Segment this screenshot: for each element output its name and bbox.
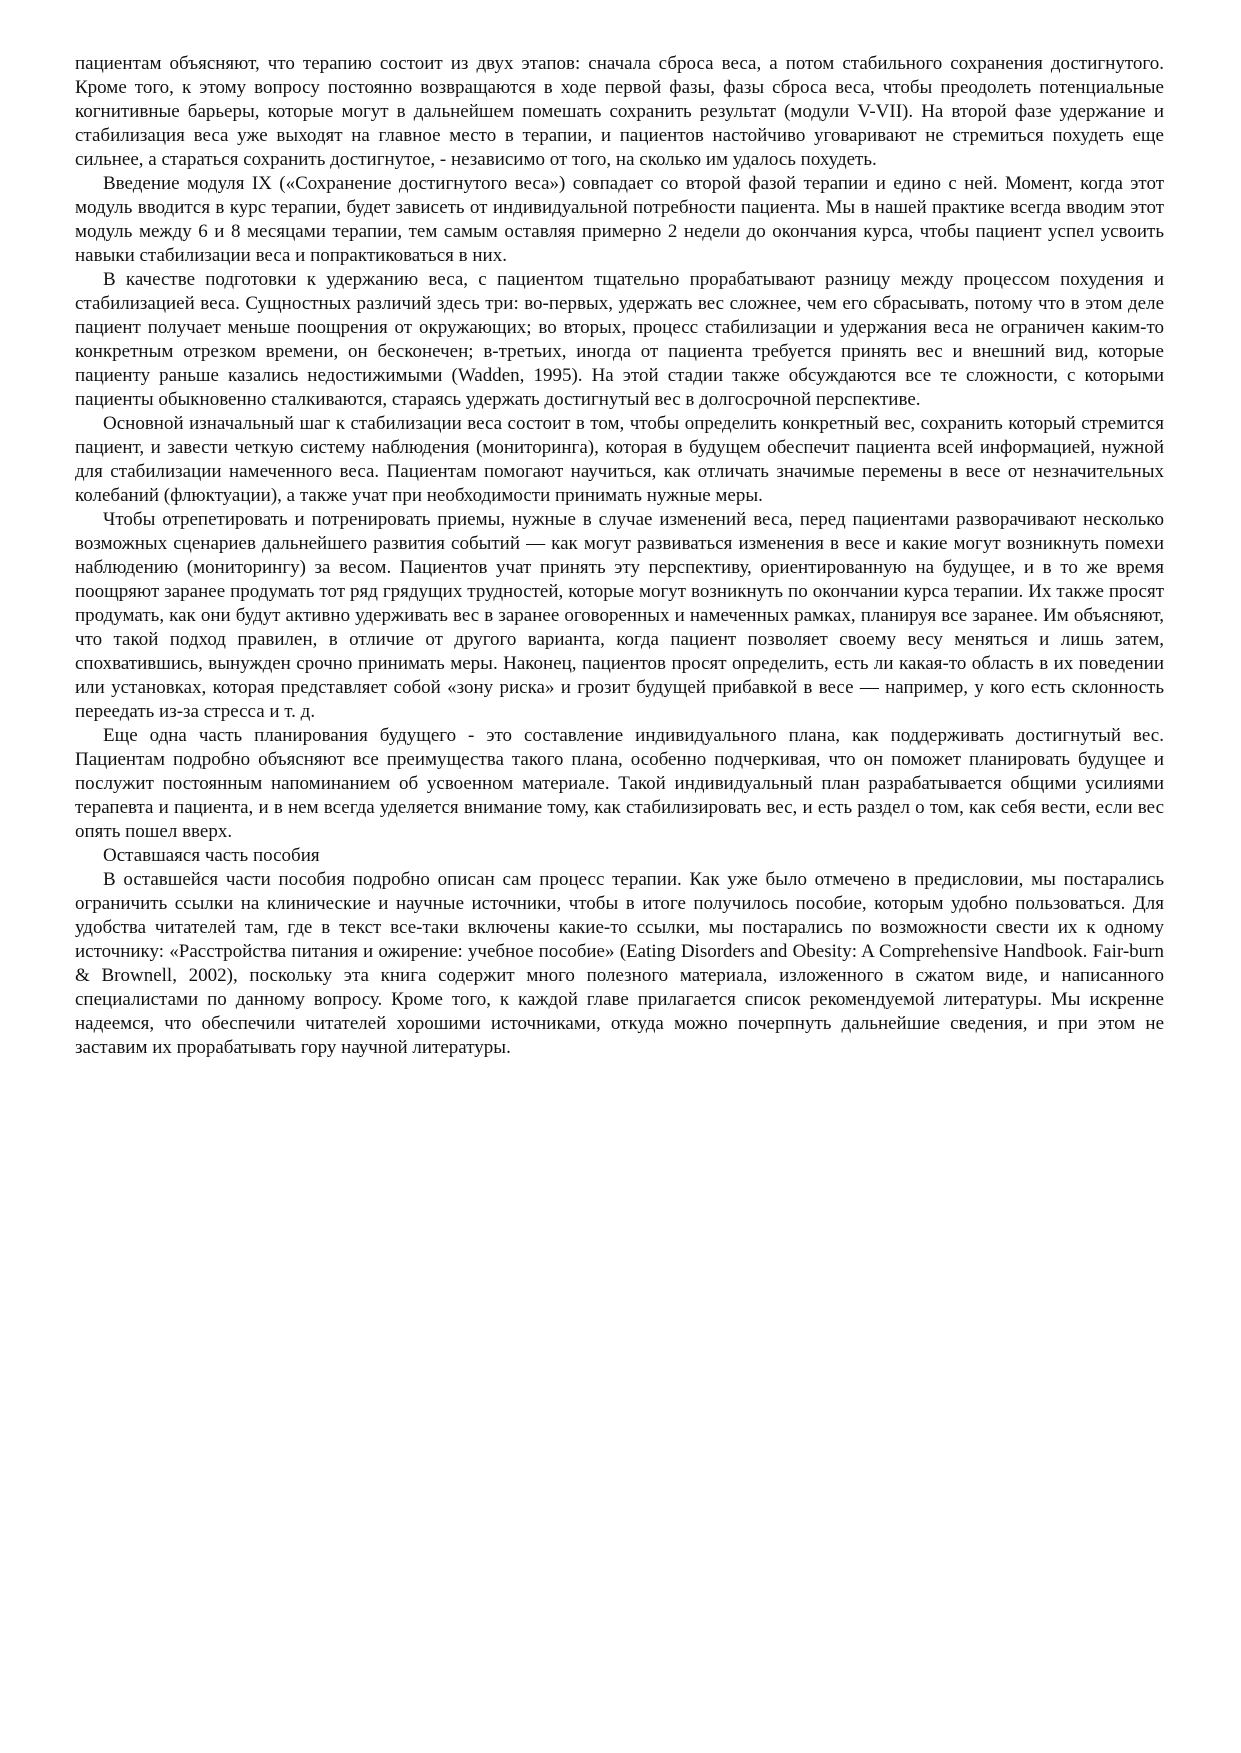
paragraph-preparation: В качестве подготовки к удержанию веса, с пациентом тщательно прорабатывают разницу между процессом похудения и стабилизацией веса. Сущностных различий здесь три: во-первых, удержать вес сложнее, чем его сбрасывать, потому что в этом деле пациент получает меньше поощрения от окружающих; во вторых, процесс стабилизации и удержания веса не ограничен каким-то конкретным отрезком времени, он бесконечен; в-третьих, иногда от пациента требуется принять вес и внешний вид, которые пациенту раньше казались недостижимыми (Wadden, 1995). На этой стадии также обсуждаются все те сложности, с которыми пациенты обыкновенно сталкиваются, стараясь удержать достигнутый вес в долгосрочной перспективе. bbox=[75, 269, 1164, 410]
paragraph-individual-plan: Еще одна часть планирования будущего - это составление индивидуального плана, как поддерживать достигнутый вес. Пациентам подробно объясняют все преимущества такого плана, особенно подчеркивая, что он поможет планировать будущее и послужит постоянным напоминанием об усвоенном материале. Такой индивидуальный план разрабатывается общими усилиями терапевта и пациента, и в нем всегда уделяется внимание тому, как стабилизировать вес, и есть раздел о том, как себя вести, если вес опять пошел вверх. bbox=[75, 725, 1164, 842]
paragraph-module-ix: Введение модуля IX («Сохранение достигнутого веса») совпадает со второй фазой терапии и едино с ней. Момент, когда этот модуль вводится в курс терапии, будет зависеть от индивидуальной потребности пациента. Мы в нашей практике всегда вводим этот модуль между 6 и 8 месяцами терапии, тем самым оставляя примерно 2 недели до окончания курса, чтобы пациент успел усвоить навыки стабилизации веса и попрактиковаться в них. bbox=[75, 173, 1164, 266]
paragraph-remaining-manual: В оставшейся части пособия подробно описан сам процесс терапии. Как уже было отмечено в предисловии, мы постарались ограничить ссылки на клинические и научные источники, чтобы в итоге получилось пособие, которым удобно пользоваться. Для удобства читателей там, где в текст все-таки включены какие-то ссылки, мы постарались по возможности свести их к одному источнику: «Расстройства питания и ожирение: учебное пособие» (Eating Disorders and Obesity: A Comprehensive Handbook. Fair-burn & Brownell, 2002), поскольку эта книга содержит много полезного материала, изложенного в сжатом виде, и написанного специалистами по данному вопросу. Кроме того, к каждой главе прилагается список рекомендуемой литературы. Мы искренне надеемся, что обеспечили читателей хорошими источниками, откуда можно почерпнуть дальнейшие сведения, и при этом не заставим их прорабатывать гору научной литературы. bbox=[75, 869, 1164, 1058]
paragraph-first-step: Основной изначальный шаг к стабилизации веса состоит в том, чтобы определить конкретный вес, сохранить который стремится пациент, и завести четкую систему наблюдения (мониторинга), которая в будущем обеспечит пациента всей информацией, нужной для стабилизации намеченного веса. Пациентам помогают научиться, как отличать значимые перемены в весе от незначительных колебаний (флюктуации), а также учат при необходимости принимать нужные меры. bbox=[75, 413, 1164, 506]
section-heading: Оставшаяся часть пособия bbox=[103, 845, 320, 866]
paragraph-scenarios: Чтобы отрепетировать и потренировать приемы, нужные в случае изменений веса, перед пациентами разворачивают несколько возможных сценариев дальнейшего развития событий — как могут развиваться изменения в весе и какие могут возникнуть помехи наблюдению (мониторингу) за весом. Пациентов учат принять эту перспективу, ориентированную на будущее, и в то же время поощряют заранее продумать тот ряд грядущих трудностей, которые могут возникнуть по окончании курса терапии. Их также просят продумать, как они будут активно удерживать вес в заранее оговоренных и намеченных рамках, планируя все заранее. Им объясняют, что такой подход правилен, в отличие от другого варианта, когда пациент позволяет своему весу меняться и лишь затем, спохватившись, вынужден срочно принимать меры. Наконец, пациентов просят определить, есть ли какая-то область в их поведении или установках, которая представляет собой «зону риска» и грозит будущей прибавкой в весе — например, у кого есть склонность переедать из-за стресса и т. д. bbox=[75, 509, 1164, 722]
document-page bbox=[75, 52, 1164, 1060]
paragraph-continuation: пациентам объясняют, что терапию состоит из двух этапов: сначала сброса веса, а потом стабильного сохранения достигнутого. Кроме того, к этому вопросу постоянно возвращаются в ходе первой фазы, фазы сброса веса, чтобы преодолеть потенциальные когнитивные барьеры, которые могут в дальнейшем помешать сохранить результат (модули V-VII). На второй фазе удержание и стабилизация веса уже выходят на главное место в терапии, и пациентов настойчиво уговаривают не стремиться похудеть еще сильнее, а стараться сохранить достигнутое, - независимо от того, на сколько им удалось похудеть. bbox=[75, 53, 1164, 170]
